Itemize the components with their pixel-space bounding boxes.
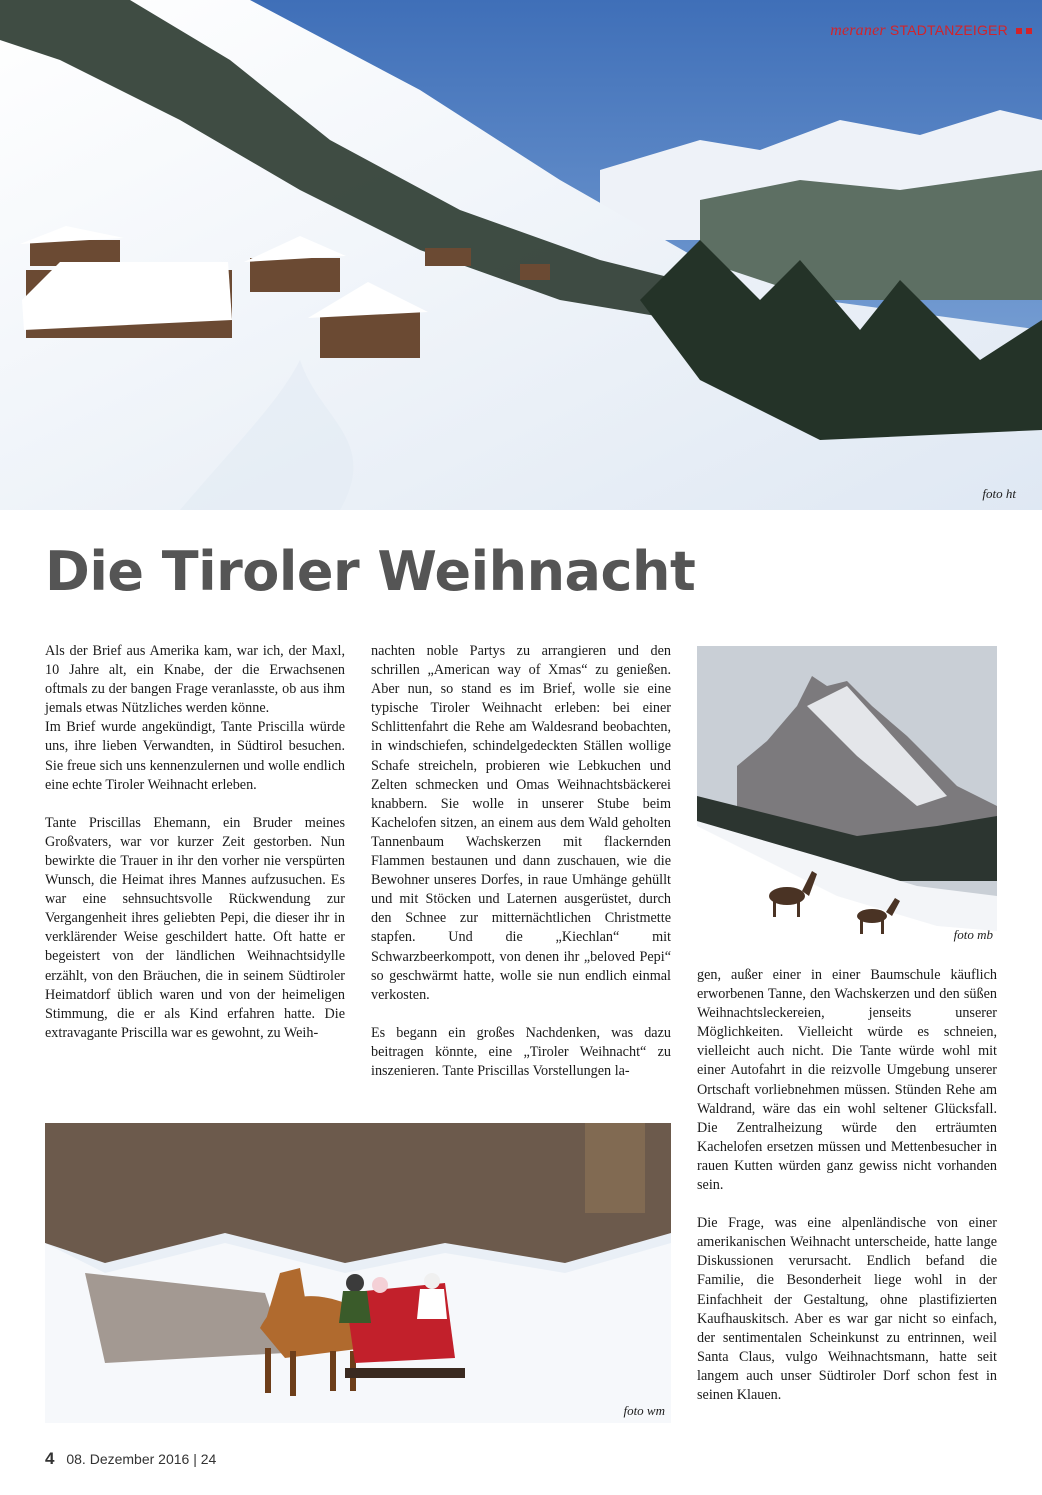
- issue-info: 08. Dezember 2016 | 24: [66, 1451, 217, 1467]
- masthead-square-icon: [1026, 28, 1032, 34]
- photo-credit: foto mb: [953, 927, 993, 942]
- article-title: Die Tiroler Weihnacht: [45, 540, 696, 603]
- paragraph: Als der Brief aus Amerika kam, war ich, der Maxl, 10 Jahre alt, ein Knabe, der die Erwachsenen oftmals zu der bangen Frage veranlasste, ob aus ihm jemals etwas Nützliches werden könne.: [45, 643, 345, 717]
- article-column-2: [371, 642, 671, 1081]
- mountain-deer-photo: [697, 646, 997, 945]
- sleigh-ride-photo: [45, 1123, 671, 1423]
- article-column-1: [45, 642, 345, 1043]
- masthead: [830, 22, 1032, 40]
- photo-credit: foto ht: [982, 486, 1016, 501]
- photo-credit: foto wm: [623, 1403, 665, 1418]
- page-number: 4: [45, 1449, 55, 1468]
- article-column-3: [697, 966, 997, 1405]
- paragraph: Tante Priscillas Ehemann, ein Bruder meines Großvaters, war vor kurzer Zeit gestorben. Nun bewirkte die Trauer in ihr den vorher nie verspürten Wunsch, die Heimat ihres Mannes aufzusuchen. Es war eine sehnsuchtsvolle Rückwendung zur Vergangenheit ihres geliebten Pepi, die dieser ihr in verklärender Weise geschildert hatte. Oft hatte er begeistert von der ländlichen Weihnachtsidylle erzählt, von den Bräuchen, die in seinem Südtiroler Heimatdorf üblich waren und von der heimeligen Stimmung, die er als Kind erfahren hatte. Die extravagante Priscilla war es gewohnt, zu Weih-: [45, 814, 345, 1041]
- masthead-section: STADTANZEIGER: [889, 22, 1008, 38]
- masthead-square-icon: [1016, 28, 1022, 34]
- paragraph: gen, außer einer in einer Baumschule käuflich erworbenen Tanne, den Wachskerzen und den süßen Weihnachtsleckereien, jenseits unserer Möglichkeiten. Vielleicht würde es schneien, vielleicht auch nicht. Die Tante würde wohl mit einer Autofahrt in die reizvolle Umgebung unserer Ortschaft vorliebnehmen müssen. Stünden Rehe am Waldrand, wäre das ein wohl seltener Glücksfall. Die Zentralheizung würde den erträumten Kachelofen ersetzen müssen und Mettenbesucher in rauen Kutten würden ganz gewiss nicht vorhanden sein.: [697, 967, 997, 1194]
- paragraph: nachten noble Partys zu arrangieren und den schrillen „American way of Xmas“ zu genießen. Aber nun, so stand es im Brief, wolle sie eine typische Tiroler Weihnacht erleben: bei einer Schlittenfahrt die Rehe am Waldesrand beobachten, in windschiefen, schindelgedeckten Ställen wollige Schafe streicheln, probieren wie Lebkuchen und Zelten schmecken und Omas Weihnachtsbäckerei knabbern. Sie wolle in unserer Stube beim Kachelofen sitzen, an einem aus dem Wald geholten Tannenbaum Wachskerzen mit flackernden Flammen bestaunen und dann zuschauen, wie die Bewohner unseres Dorfes, in raue Umhänge gehüllt und mit Stöcken und Laternen ausgerüstet, durch den Schnee zur mitternächtlichen Christmette stapfen. Und die „Kiechlan“ mit Schwarzbeerkompott, von denen ihr „beloved Pepi“ so geschwärmt hatte, wolle sie nun endlich einmal verkosten.: [371, 643, 671, 1003]
- page-footer: [45, 1449, 216, 1469]
- paragraph: Die Frage, was eine alpenländische von einer amerikanischen Weihnacht unterscheide, hatte lange Diskussionen verursacht. Endlich befand die Familie, die Besonderheit liege wohl in der Einfachheit der Gestaltung, ohne plastifizierten Kaufhauskitsch. Aber es war gar nicht so einfach, der sentimentalen Scheinkunst zu entrinnen, weil Santa Claus, vulgo Weihnachtsmann, hatte seit langem auch unser Südtiroler Dorf schon fest in seinen Klauen.: [697, 1215, 997, 1403]
- paragraph: Im Brief wurde angekündigt, Tante Priscilla würde uns, ihre lieben Verwandten, in Südtirol besuchen. Sie freue sich uns kennenzulernen und wolle endlich eine echte Tiroler Weihnacht erleben.: [45, 719, 345, 793]
- paragraph: Es begann ein großes Nachdenken, was dazu beitragen könnte, eine „Tiroler Weihnacht“ zu inszenieren. Tante Priscillas Vorstellungen la-: [371, 1024, 671, 1079]
- hero-photo: [0, 0, 1042, 510]
- masthead-brand: meraner: [830, 22, 886, 39]
